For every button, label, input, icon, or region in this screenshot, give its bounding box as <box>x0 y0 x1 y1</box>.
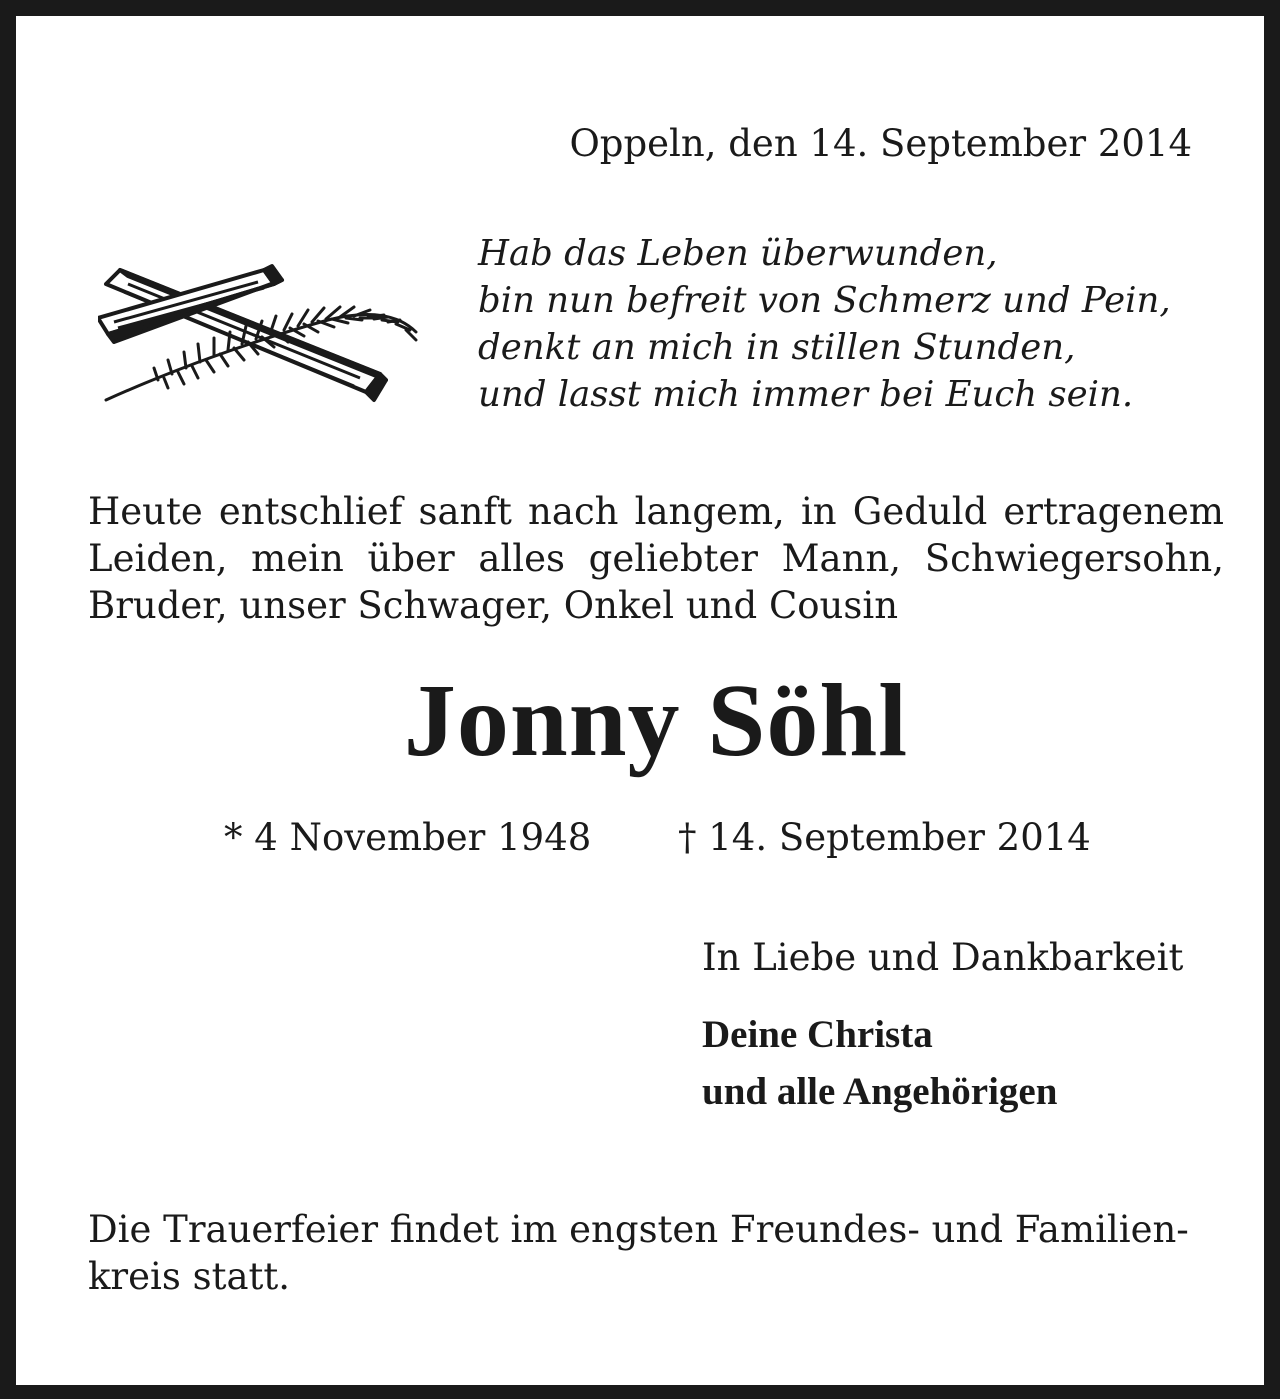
funeral-note-line: Die Trauerfeier findet im engsten Freundes- und Familien- <box>88 1208 1189 1251</box>
birth-date: * 4 November 1948 <box>224 816 592 859</box>
poem-line: Hab das Leben überwunden, <box>478 233 998 274</box>
deceased-name: Jonny Söhl <box>403 663 909 778</box>
death-date: † 14. September 2014 <box>678 816 1091 859</box>
funeral-note-line: kreis statt. <box>88 1255 291 1298</box>
funeral-note <box>88 1206 1224 1300</box>
poem-line: und lasst mich immer bei Euch sein. <box>478 374 1134 415</box>
mourner-line: und alle Angehörigen <box>702 1070 1058 1113</box>
poem-line: bin nun befreit von Schmerz und Pein, <box>478 280 1171 321</box>
cross-with-palm-branch-icon <box>98 262 424 408</box>
place-date: Oppeln, den 14. September 2014 <box>569 122 1192 165</box>
mourner-line: Deine Christa <box>702 1013 933 1056</box>
poem <box>478 230 1171 418</box>
mourners <box>702 1006 1057 1120</box>
poem-line: denkt an mich in stillen Stunden, <box>478 327 1076 368</box>
closing-phrase: In Liebe und Dankbarkeit <box>702 936 1184 979</box>
announcement-text: Heute entschlief sanft nach langem, in Geduld ertragenem Leiden, mein über alles geliebter Mann, Schwiegersohn, Bruder, unser Schwager, Onkel und Cousin <box>88 490 1224 627</box>
